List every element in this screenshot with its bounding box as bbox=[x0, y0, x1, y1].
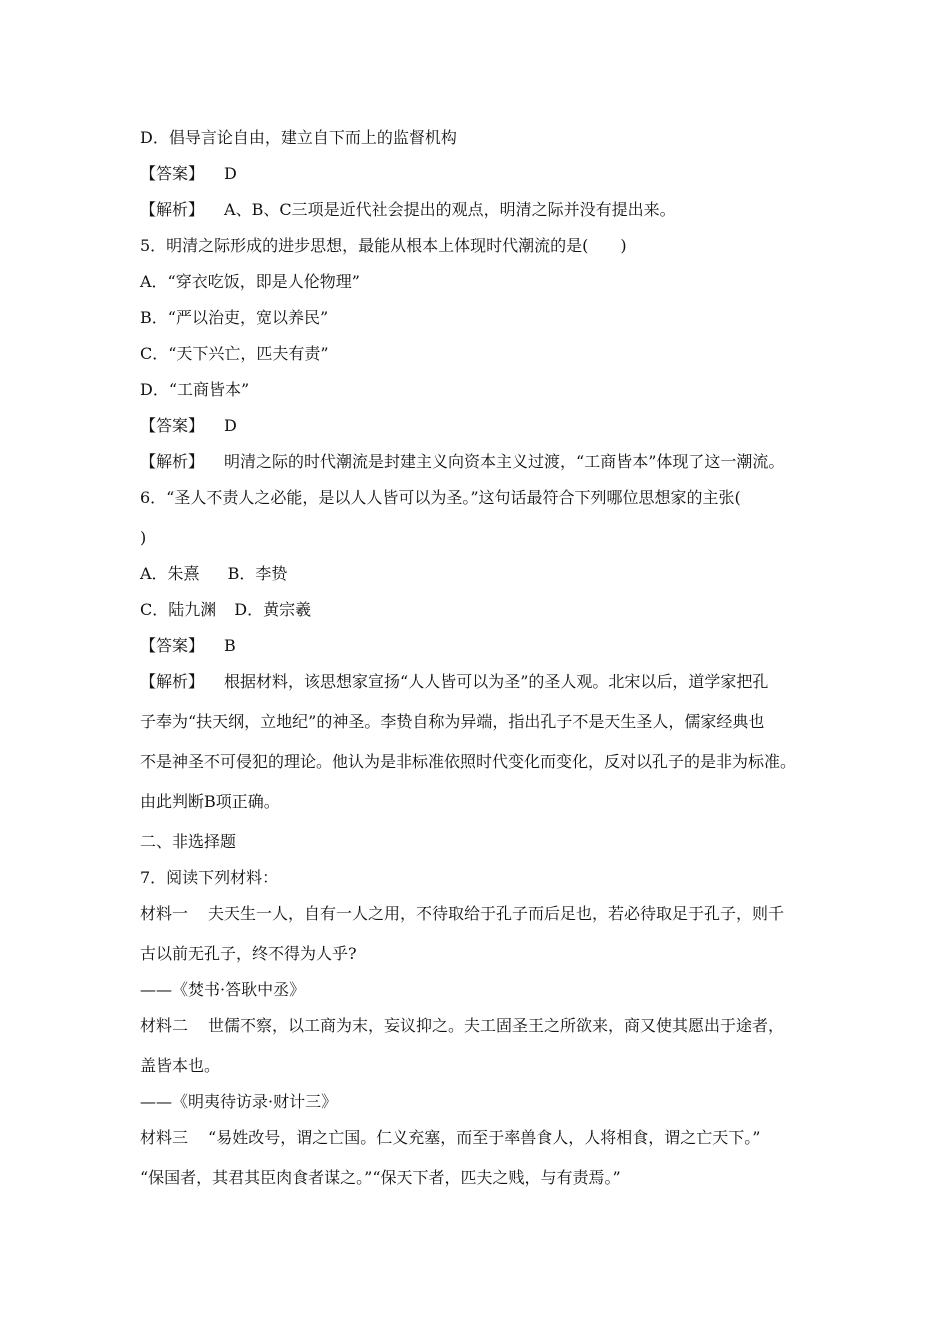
question-5-option-a: A．“穿衣吃饭，即是人伦物理” bbox=[140, 272, 360, 291]
question-7: 7．阅读下列材料： bbox=[140, 868, 279, 887]
question-6-option-c: C．陆九渊 bbox=[140, 600, 217, 619]
material-1-line-2: 古以前无孔子，终不得为人乎? bbox=[140, 944, 357, 963]
question-5-option-c: C．“天下兴亡，匹夫有责” bbox=[140, 344, 329, 363]
material-label: 材料二 bbox=[140, 1016, 189, 1035]
question-5-option-d: D．“工商皆本” bbox=[140, 380, 250, 399]
question-6-explanation-line-3: 不是神圣不可侵犯的理论。他认为是非标准依照时代变化而变化，反对以孔子的是非为标准。 bbox=[140, 752, 797, 771]
answer-tag: 【答案】 bbox=[140, 164, 205, 183]
question-6-option-b: B．李贽 bbox=[227, 564, 288, 583]
question-6-option-a: A．朱熹 bbox=[140, 564, 200, 583]
explanation-tag: 【解析】 bbox=[140, 452, 205, 471]
material-1-source: ——《焚书·答耿中丞》 bbox=[140, 980, 306, 999]
question-6-options-cd bbox=[140, 600, 311, 620]
explanation-tag: 【解析】 bbox=[140, 200, 205, 219]
option-d-line: D．倡导言论自由，建立自下而上的监督机构 bbox=[140, 128, 457, 147]
question-6-option-d: D．黄宗羲 bbox=[234, 600, 312, 619]
material-2 bbox=[140, 1016, 784, 1036]
answer-line bbox=[140, 164, 237, 184]
question-6-explanation-line-4: 由此判断B项正确。 bbox=[140, 792, 280, 811]
material-3 bbox=[140, 1128, 760, 1148]
question-6-answer bbox=[140, 636, 236, 656]
material-1 bbox=[140, 904, 784, 924]
explanation-text: 明清之际的时代潮流是封建主义向资本主义过渡，“工商皆本”体现了这一潮流。 bbox=[224, 452, 785, 471]
explanation-text: A、B、C三项是近代社会提出的观点，明清之际并没有提出来。 bbox=[224, 200, 676, 219]
material-text: 世儒不察，以工商为末，妄议抑之。夫工固圣王之所欲来，商又使其愿出于途者， bbox=[208, 1016, 785, 1035]
question-5-explanation bbox=[140, 452, 784, 472]
material-text: “易姓改号，谓之亡国。仁义充塞，而至于率兽食人，人将相食，谓之亡天下。” bbox=[208, 1128, 761, 1147]
material-3-line-2: “保国者，其君其臣肉食者谋之。”“保天下者，匹夫之贱，与有责焉。” bbox=[140, 1168, 621, 1187]
material-2-line-2: 盖皆本也。 bbox=[140, 1056, 221, 1075]
section-heading: 二、非选择题 bbox=[140, 832, 237, 851]
question-5-option-b: B．“严以治吏，宽以养民” bbox=[140, 308, 329, 327]
answer-value: D bbox=[224, 416, 237, 435]
question-6-continuation: ) bbox=[140, 528, 147, 547]
answer-value: D bbox=[224, 164, 237, 183]
question-6: 6．“圣人不责人之必能，是以人人皆可以为圣。”这句话最符合下列哪位思想家的主张( bbox=[140, 488, 741, 507]
material-text: 夫天生一人，自有一人之用，不待取给于孔子而后足也，若必待取足于孔子，则千 bbox=[208, 904, 785, 923]
answer-tag: 【答案】 bbox=[140, 416, 205, 435]
explanation-text: 根据材料，该思想家宣扬“人人皆可以为圣”的圣人观。北宋以后，道学家把孔 bbox=[224, 672, 769, 691]
question-5-answer bbox=[140, 416, 237, 436]
question-6-explanation bbox=[140, 672, 768, 692]
question-6-explanation-line-2: 子奉为“扶天纲，立地纪”的神圣。李贽自称为异端，指出孔子不是天生圣人，儒家经典也 bbox=[140, 712, 765, 731]
material-label: 材料一 bbox=[140, 904, 189, 923]
explanation-tag: 【解析】 bbox=[140, 672, 205, 691]
answer-value: B bbox=[224, 636, 236, 655]
question-5: 5．明清之际形成的进步思想，最能从根本上体现时代潮流的是( ) bbox=[140, 236, 627, 255]
material-2-source: ——《明夷待访录·财计三》 bbox=[140, 1092, 338, 1111]
material-label: 材料三 bbox=[140, 1128, 189, 1147]
answer-tag: 【答案】 bbox=[140, 636, 205, 655]
question-6-options-ab bbox=[140, 564, 287, 584]
explanation-line bbox=[140, 200, 676, 220]
